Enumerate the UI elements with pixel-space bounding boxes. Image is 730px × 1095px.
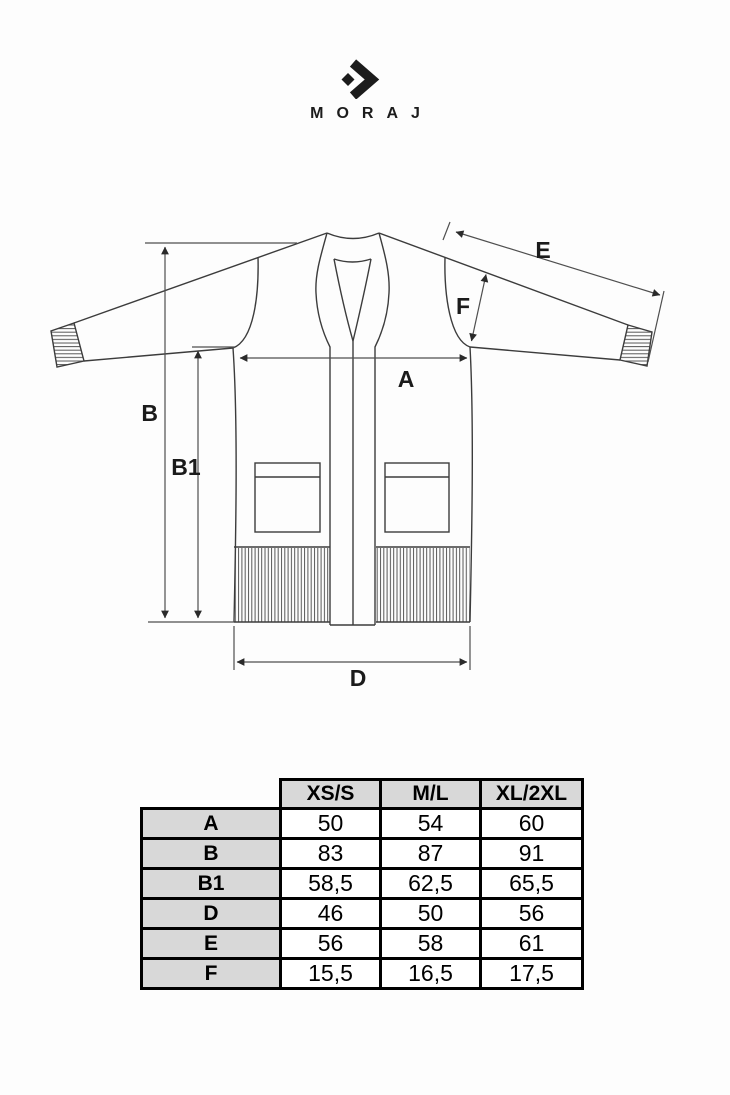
table-row bbox=[142, 809, 583, 839]
label-F: F bbox=[455, 293, 471, 319]
value-cell: 54 bbox=[381, 809, 481, 839]
dim-F-line bbox=[472, 275, 487, 342]
value-cell: 50 bbox=[381, 899, 481, 929]
row-label: B1 bbox=[142, 869, 281, 899]
value-cell: 15,5 bbox=[281, 959, 381, 989]
table-row bbox=[142, 899, 583, 929]
value-cell: 62,5 bbox=[381, 869, 481, 899]
value-cell: 58,5 bbox=[281, 869, 381, 899]
row-label: A bbox=[142, 809, 281, 839]
value-cell: 16,5 bbox=[381, 959, 481, 989]
value-cell: 50 bbox=[281, 809, 381, 839]
column-header-xl-2xl: XL/2XL bbox=[481, 780, 583, 809]
table-row bbox=[142, 929, 583, 959]
value-cell: 56 bbox=[481, 899, 583, 929]
dimension-labels bbox=[141, 237, 550, 691]
value-cell: 91 bbox=[481, 839, 583, 869]
value-cell: 56 bbox=[281, 929, 381, 959]
dim-E-line bbox=[456, 232, 660, 295]
label-E: E bbox=[535, 237, 551, 263]
size-table-header bbox=[142, 780, 583, 809]
row-label: D bbox=[142, 899, 281, 929]
value-cell: 60 bbox=[481, 809, 583, 839]
value-cell: 58 bbox=[381, 929, 481, 959]
value-cell: 87 bbox=[381, 839, 481, 869]
value-cell: 46 bbox=[281, 899, 381, 929]
table-row bbox=[142, 839, 583, 869]
size-table bbox=[140, 778, 584, 990]
value-cell: 83 bbox=[281, 839, 381, 869]
value-cell: 65,5 bbox=[481, 869, 583, 899]
column-header-xs-s: XS/S bbox=[281, 780, 381, 809]
label-B1: B1 bbox=[171, 454, 201, 480]
table-row bbox=[142, 959, 583, 989]
column-header-m-l: M/L bbox=[381, 780, 481, 809]
row-label: E bbox=[142, 929, 281, 959]
hem-ribbing bbox=[235, 548, 470, 622]
label-A: A bbox=[397, 366, 415, 392]
right-pocket bbox=[385, 463, 449, 532]
cardigan-outline bbox=[51, 233, 652, 625]
row-label: B bbox=[142, 839, 281, 869]
empty-corner-cell bbox=[142, 780, 281, 809]
value-cell: 61 bbox=[481, 929, 583, 959]
left-pocket bbox=[255, 463, 320, 532]
table-row bbox=[142, 869, 583, 899]
row-label: F bbox=[142, 959, 281, 989]
value-cell: 17,5 bbox=[481, 959, 583, 989]
brand-name: MORAJ bbox=[310, 105, 433, 122]
label-D: D bbox=[349, 665, 367, 691]
label-B: B bbox=[141, 400, 158, 426]
